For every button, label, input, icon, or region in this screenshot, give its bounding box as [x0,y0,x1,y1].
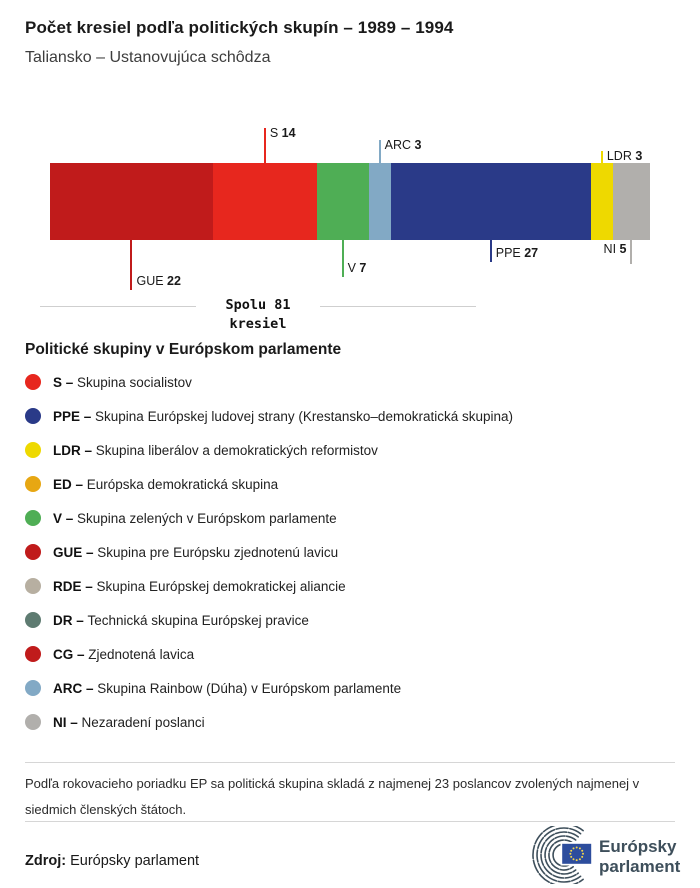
bar-segment-ni[interactable] [613,163,650,240]
page-subtitle: Taliansko – Ustanovujúca schôdza [25,49,271,66]
legend-item-cg [25,645,194,663]
callout-line-gue [130,240,132,290]
callout-line-v [342,240,344,277]
legend-color-dot [25,510,41,526]
footnote: Podľa rokovacieho poriadku EP sa politická skupina skladá z najmenej 23 poslancov zvolených najmenej v siedmich členských štátoch. [25,776,640,817]
legend-item-text: S – Skupina socialistov [53,374,192,390]
legend-color-dot [25,612,41,628]
legend-item-dr [25,611,309,629]
callout-label-ni: NI 5 [603,242,627,256]
legend-item-ldr [25,441,378,459]
legend-item-text: V – Skupina zelených v Európskom parlamente [53,510,337,526]
callout-line-ldr [601,151,603,163]
callout-line-s [264,128,266,163]
total-divider-left [40,306,196,307]
legend-item-s [25,373,192,391]
bar-segment-ppe[interactable] [391,163,591,240]
callout-label-s: S 14 [269,126,296,140]
total-seats-block [40,296,476,334]
legend-color-dot [25,442,41,458]
logo-text-line2: parlament [599,857,681,876]
total-seats-label [196,296,320,334]
bar-segment-arc[interactable] [369,163,391,240]
bar-segment-v[interactable] [317,163,369,240]
callout-label-v: V 7 [347,261,367,275]
legend-color-dot [25,476,41,492]
legend-item-ni [25,713,205,731]
legend-color-dot [25,578,41,594]
legend-item-text: ED – Európska demokratická skupina [53,476,279,492]
legend-color-dot [25,680,41,696]
total-divider-right [320,306,476,307]
bar-segment-gue[interactable] [50,163,213,240]
legend-item-text: CG – Zjednotená lavica [53,646,195,662]
legend-item-v [25,509,337,527]
eu-flag-icon [561,842,594,866]
legend-color-dot [25,374,41,390]
logo-text-line1: Európsky [599,837,677,856]
legend-item-gue [25,543,338,561]
bar-segment-s[interactable] [213,163,317,240]
legend-item-text: GUE – Skupina pre Európsku zjednotenú lavicu [53,544,339,560]
source-value: Európsky parlament [70,853,200,869]
total-seats-line1: Spolu 81 [225,297,291,313]
footer-divider-bottom [25,821,675,822]
bar-segment-ldr[interactable] [591,163,613,240]
callout-line-ni [630,240,632,264]
footer-divider-top [25,762,675,763]
legend-item-text: ARC – Skupina Rainbow (Dúha) v Európskom parlamente [53,680,402,696]
legend-item-text: RDE – Skupina Európskej demokratickej aliancie [53,578,346,594]
legend-item-rde [25,577,346,595]
european-parliament-logo [528,826,690,884]
legend-color-dot [25,646,41,662]
legend-item-text: DR – Technická skupina Európskej pravice [53,612,309,628]
legend-color-dot [25,544,41,560]
legend-item-arc [25,679,401,697]
legend-color-dot [25,408,41,424]
total-seats-line2: kresiel [229,316,287,332]
legend-item-text: NI – Nezaradení poslanci [53,714,205,730]
legend-item-text: LDR – Skupina liberálov a demokratických reformistov [53,442,378,458]
source-label: Zdroj: [25,853,67,869]
callout-label-arc: ARC 3 [384,138,422,152]
legend-item-text: PPE – Skupina Európskej ludovej strany (Krestansko–demokratická skupina) [53,408,513,424]
page-title: Počet kresiel podľa politických skupín – 1989 – 1994 [25,18,454,37]
legend-item-ppe [25,407,513,425]
stacked-bar [50,163,650,240]
callout-label-ldr: LDR 3 [606,149,643,163]
source-line [25,853,199,869]
callout-label-ppe: PPE 27 [495,246,539,260]
callout-line-ppe [490,240,492,262]
callout-label-gue: GUE 22 [136,274,181,288]
legend-item-ed [25,475,278,493]
callout-line-arc [379,140,381,163]
legend-color-dot [25,714,41,730]
legend-heading: Politické skupiny v Európskom parlamente [25,341,342,358]
